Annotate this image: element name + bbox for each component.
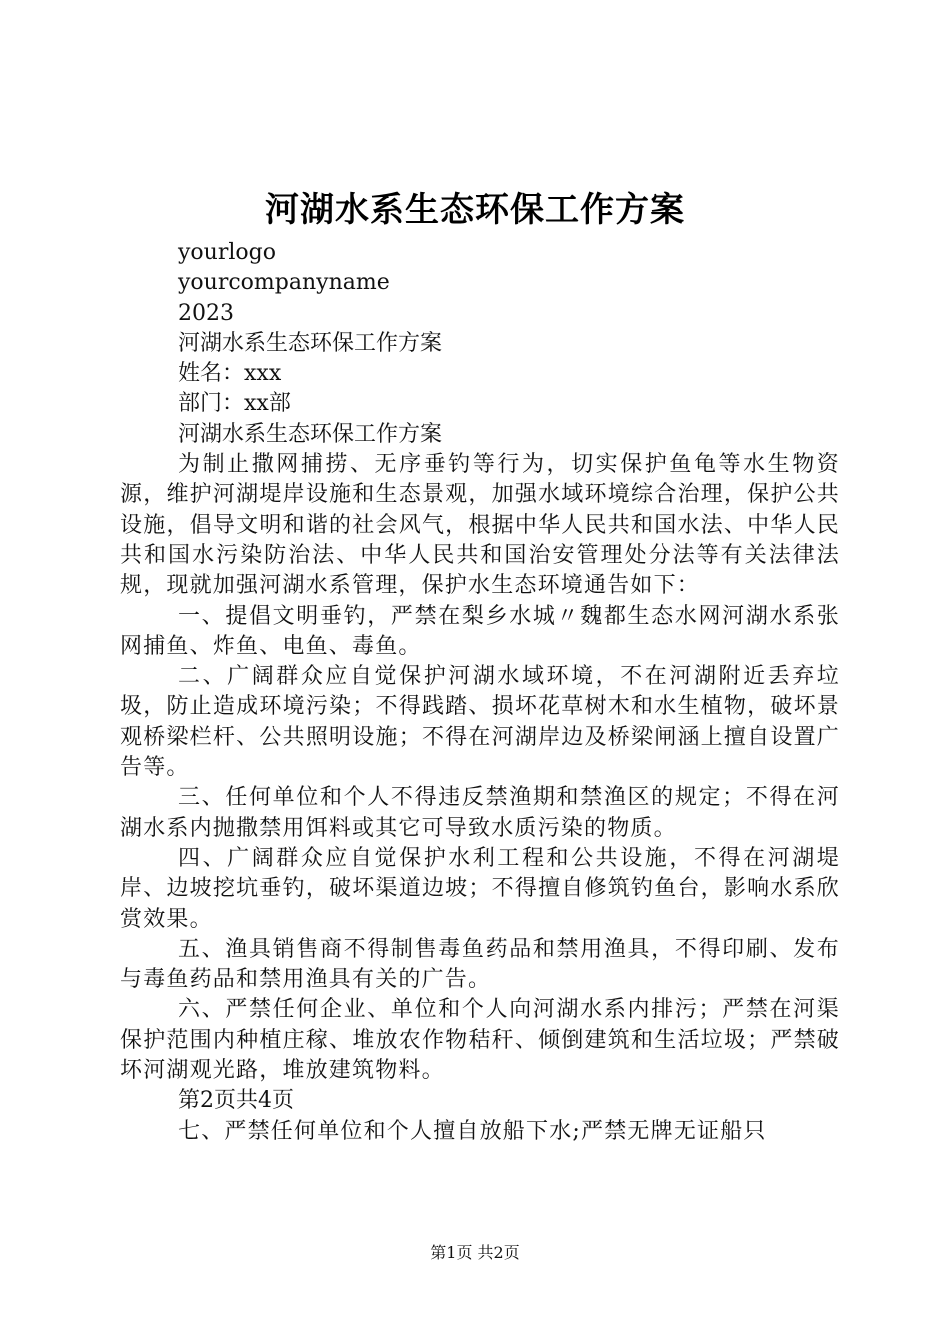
inline-page-mark: 第2页共4页: [178, 1088, 294, 1114]
clause-1: 一、提倡文明垂钓，严禁在梨乡水城〃魏都生态水网河湖水系张网捕鱼、炸鱼、电鱼、毒鱼。: [120, 603, 840, 659]
year: 2023: [178, 300, 234, 326]
clause-5: 五、渔具销售商不得制售毒鱼药品和禁用渔具，不得印刷、发布与毒鱼药品和禁用渔具有关的广告。: [120, 936, 840, 993]
clause-6: 六、严禁任何企业、单位和个人向河湖水系内排污；严禁在河渠保护范围内种植庄稼、堆放农作物秸秆、倾倒建筑和生活垃圾；严禁破坏河湖观光路，堆放建筑物料。: [120, 997, 840, 1084]
company-name: yourcompanyname: [178, 270, 390, 296]
document-title: 河湖水系生态环保工作方案: [265, 190, 685, 230]
clause-2: 二、广阔群众应自觉保护河湖水域环境，不在河湖附近丢弃垃圾，防止造成环境污染；不得践踏、损坏花草树木和水生植物，破坏景观桥梁栏杆、公共照明设施；不得在河湖岸边及桥梁闸涵上擅自设置广告等。: [120, 664, 840, 781]
subtitle: 河湖水系生态环保工作方案: [178, 330, 443, 356]
logo-placeholder: yourlogo: [178, 240, 276, 265]
document-body: [120, 238, 840, 1147]
department: 部门：xx部: [178, 391, 291, 417]
author-name: 姓名：xxx: [178, 361, 282, 387]
page-footer: 第1页 共2页: [430, 1243, 520, 1262]
intro-paragraph: 为制止撒网捕捞、无序垂钓等行为，切实保护鱼龟等水生物资源，维护河湖堤岸设施和生态景观，加强水域环境综合治理，保护公共设施，倡导文明和谐的社会风气，根据中华人民共和国水法、中华人民共和国水污染防治法、中华人民共和国治安管理处分法等有关法律法规，现就加强河湖水系管理，保护水生态环境通告如下：: [120, 452, 840, 599]
clause-3: 三、任何单位和个人不得违反禁渔期和禁渔区的规定；不得在河湖水系内抛撒禁用饵料或其它可导致水质污染的物质。: [120, 785, 840, 841]
clause-7: 七、严禁任何单位和个人擅自放船下水;严禁无牌无证船只: [178, 1118, 767, 1144]
clause-4: 四、广阔群众应自觉保护水利工程和公共设施，不得在河湖堤岸、边坡挖坑垂钓，破坏渠道边坡；不得擅自修筑钓鱼台，影响水系欣赏效果。: [120, 845, 840, 932]
section-heading: 河湖水系生态环保工作方案: [178, 421, 443, 447]
